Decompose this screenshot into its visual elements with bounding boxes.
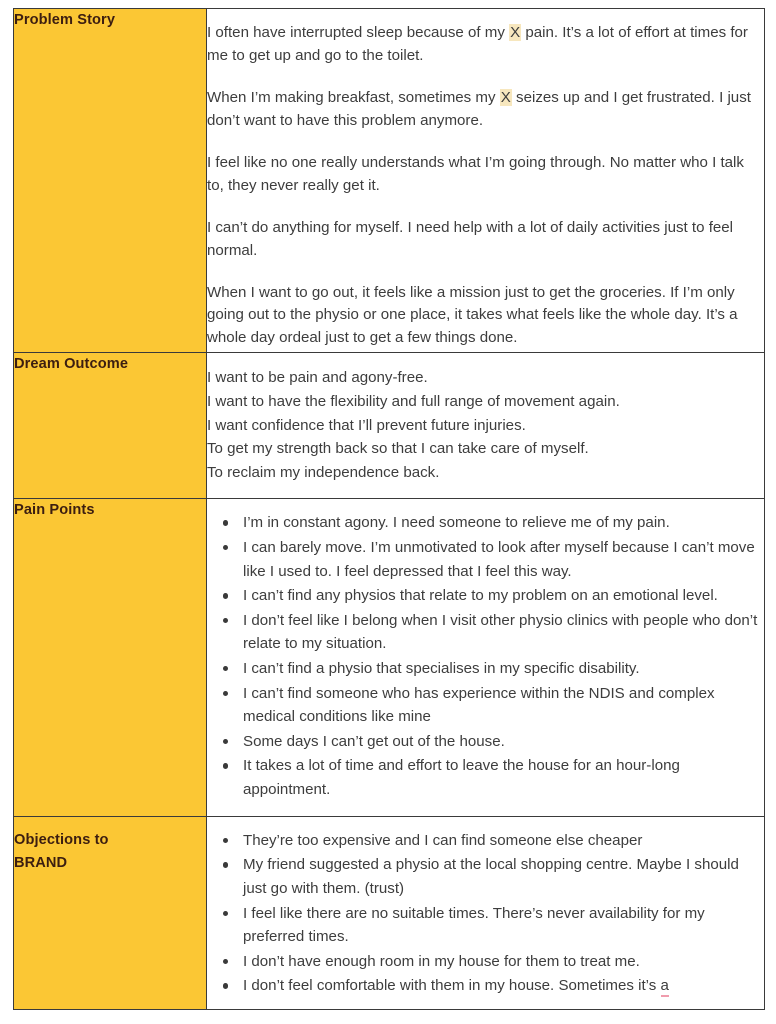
bullet-list xyxy=(207,511,764,801)
paragraph: When I want to go out, it feels like a mission just to get the groceries. If I’m only going out to the physio or one place, it takes what feels like the whole day. It’s a whole day ordeal just to get a few things done. xyxy=(207,283,738,347)
text-segment: When I’m making breakfast, sometimes my xyxy=(207,88,500,106)
table-row-objections xyxy=(14,816,765,1009)
row-label-text: Problem Story xyxy=(14,12,116,28)
paragraph: I feel like no one really understands what I’m going through. No matter who I talk to, they never really get it. xyxy=(207,153,744,194)
text-segment: I don’t feel comfortable with them in my house. Sometimes it’s xyxy=(243,977,661,995)
line-list xyxy=(207,366,764,484)
row-content-dream-outcome xyxy=(207,353,765,499)
row-label-text-line-2: BRAND xyxy=(14,855,68,872)
row-label-text: Dream Outcome xyxy=(14,356,129,373)
list-item: I can’t find someone who has experience within the NDIS and complex medical conditions like mine xyxy=(243,682,764,729)
persona-table xyxy=(13,8,765,1010)
list-item: To reclaim my independence back. xyxy=(207,463,440,481)
list-item: I feel like there are no suitable times. There’s never availability for my preferred times. xyxy=(243,902,764,949)
table-row-dream-outcome xyxy=(14,353,765,499)
text-segment: seizes up and I get frustrated. I just don’t want to have this problem anymore. xyxy=(207,88,751,129)
list-item: I can’t find a physio that specialises in my specific disability. xyxy=(243,657,764,681)
text-segment: pain. It’s a lot of effort at times for me to get up and go to the toilet. xyxy=(207,24,748,64)
paragraph: I can’t do anything for myself. I need help with a lot of daily activities just to feel normal. xyxy=(207,218,734,259)
row-content-pain-points xyxy=(207,499,765,816)
row-label-objections xyxy=(14,816,207,1009)
list-item: It takes a lot of time and effort to leave the house for an hour-long appointment. xyxy=(243,754,764,801)
list-item: I want to be pain and agony-free. xyxy=(207,369,428,387)
bullet-list xyxy=(207,829,764,998)
row-content-objections xyxy=(207,816,765,1009)
text-segment: I often have interrupted sleep because of my xyxy=(207,24,510,41)
paragraph xyxy=(207,87,764,133)
list-item: I can barely move. I’m unmotivated to look after myself because I can’t move like I used to. I feel depressed that I feel this way. xyxy=(243,536,764,583)
list-item: I don’t have enough room in my house for them to treat me. xyxy=(243,950,764,974)
list-item: I’m in constant agony. I need someone to relieve me of my pain. xyxy=(243,511,764,535)
row-label-text-line-1: Objections to xyxy=(14,831,109,848)
list-item: Some days I can’t get out of the house. xyxy=(243,730,764,754)
row-label-problem-story xyxy=(14,9,207,353)
list-item: My friend suggested a physio at the local shopping centre. Maybe I should just go with them. (trust) xyxy=(243,853,764,900)
list-item: I want to have the flexibility and full range of movement again. xyxy=(207,392,620,410)
list-item: I want confidence that I’ll prevent future injuries. xyxy=(207,416,526,434)
list-item: I can’t find any physios that relate to my problem on an emotional level. xyxy=(243,584,764,608)
list-item: To get my strength back so that I can take care of myself. xyxy=(207,440,589,458)
paragraph xyxy=(207,22,764,68)
table-row-problem-story xyxy=(14,9,765,353)
row-label-dream-outcome xyxy=(14,353,207,499)
highlighted-placeholder: X xyxy=(500,88,511,106)
highlighted-placeholder: X xyxy=(510,24,521,41)
list-item: They’re too expensive and I can find someone else cheaper xyxy=(243,829,764,853)
spellcheck-flagged-word: a xyxy=(661,977,669,997)
row-label-pain-points xyxy=(14,499,207,816)
table-row-pain-points xyxy=(14,499,765,816)
row-label-text: Pain Points xyxy=(14,502,95,519)
row-content-problem-story xyxy=(207,9,765,353)
list-item-truncated xyxy=(243,974,764,998)
list-item: I don’t feel like I belong when I visit other physio clinics with people who don’t relate to my situation. xyxy=(243,609,764,656)
